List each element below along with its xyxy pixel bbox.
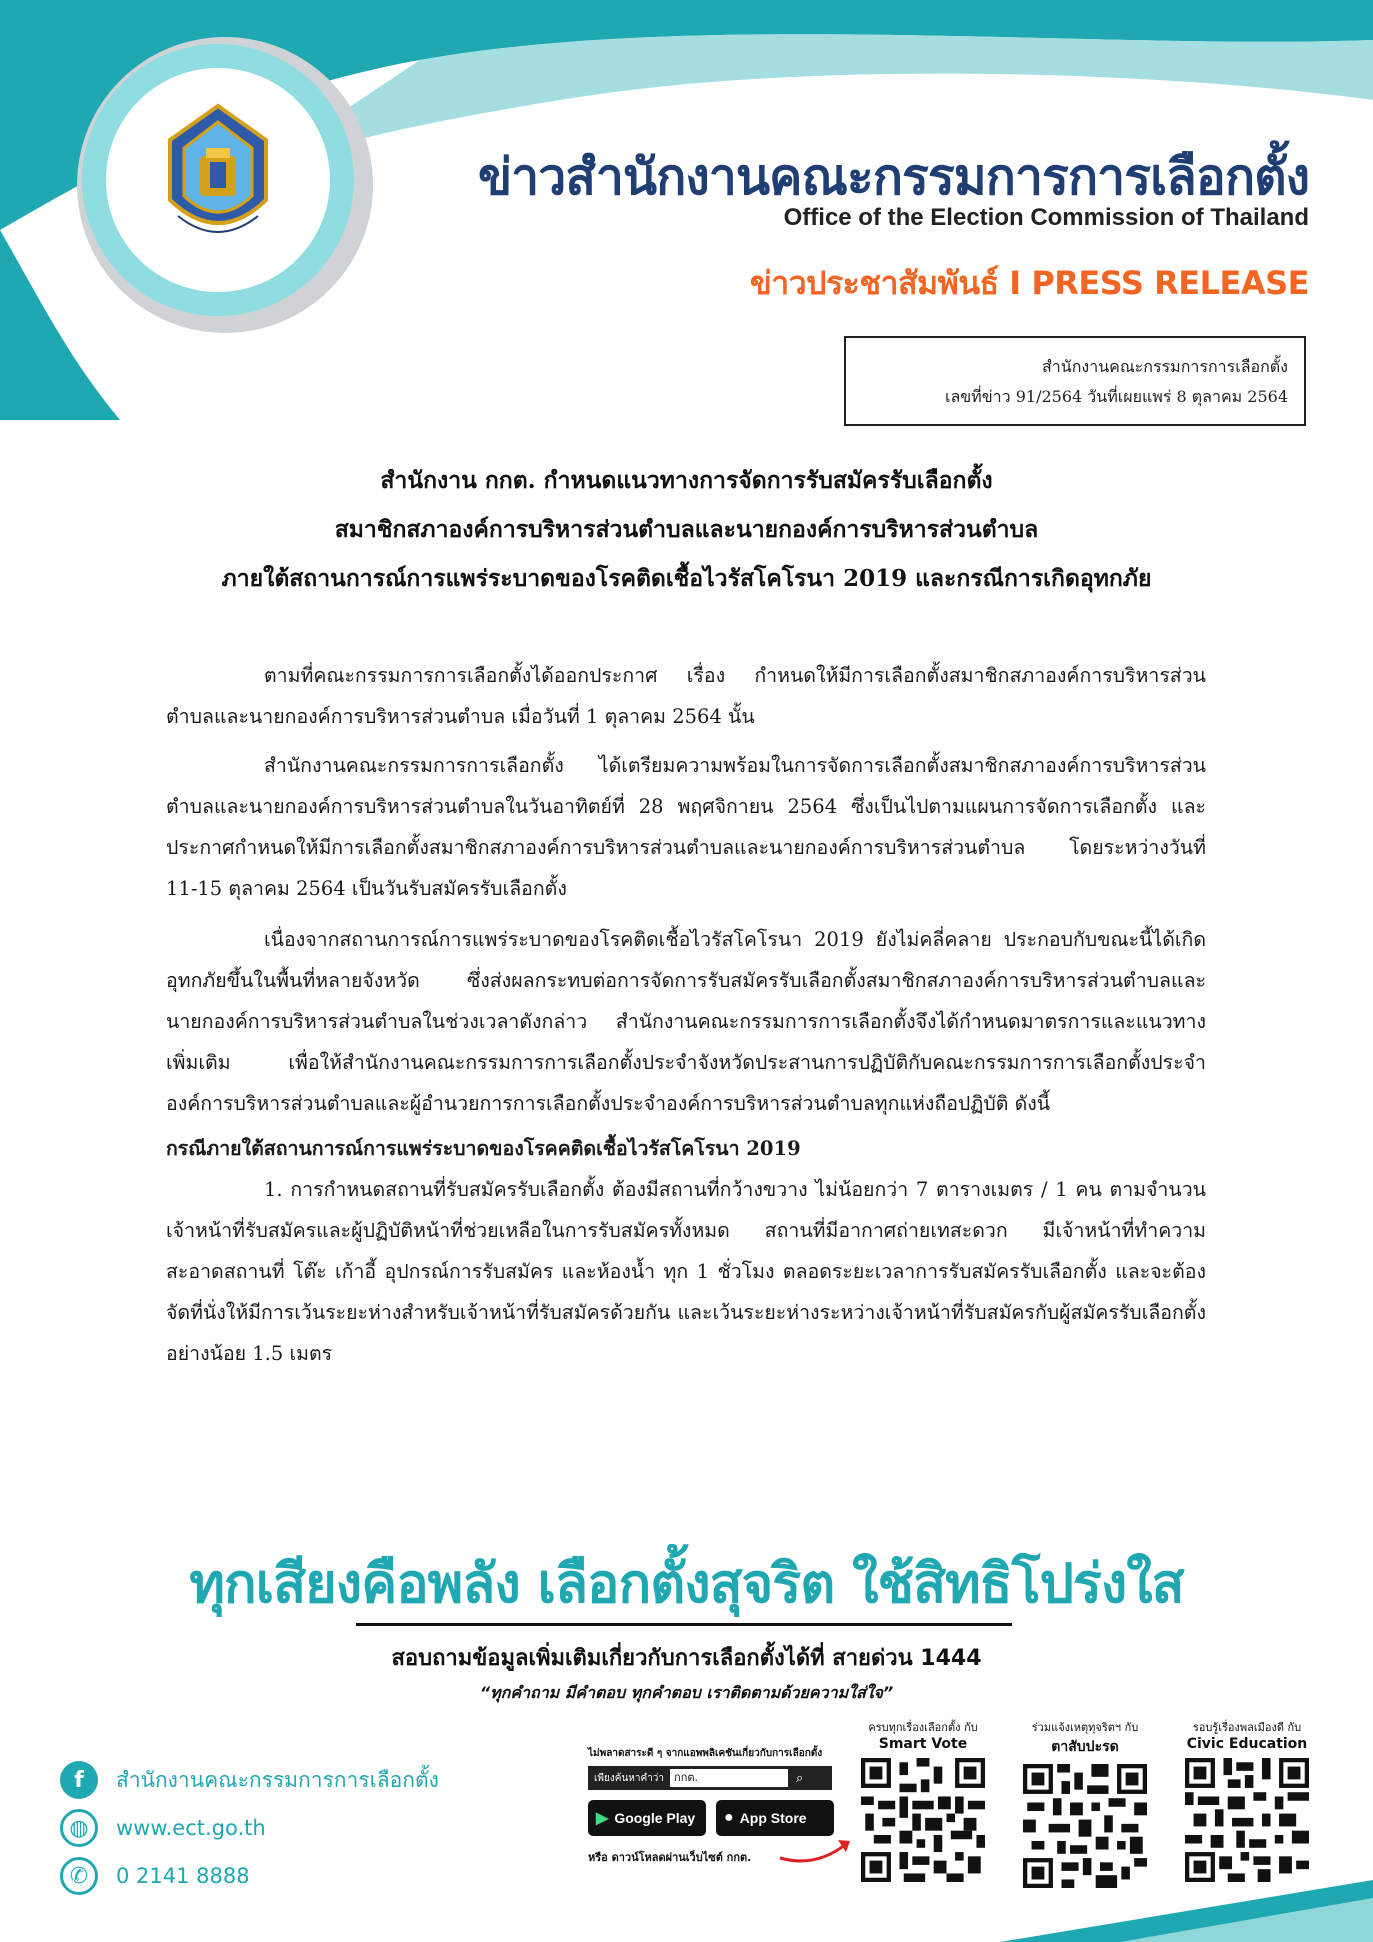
headline — [60, 456, 1313, 603]
red-arrow-icon — [776, 1832, 856, 1868]
google-play-label: Google Play — [614, 1810, 696, 1826]
qr-code-image — [1023, 1764, 1147, 1888]
release-reference-box — [844, 336, 1306, 426]
contact-facebook[interactable] — [60, 1758, 439, 1802]
contact-phone-text: 0 2141 8888 — [116, 1864, 250, 1888]
contact-phone[interactable] — [60, 1854, 250, 1898]
body-text — [166, 655, 1206, 1374]
paragraph: เนื่องจากสถานการณ์การแพร่ระบาดของโรคติดเชื้อไวรัสโคโรนา 2019 ยังไม่คลี่คลาย ประกอบกับขณะนี้ได้เกิดอุทกภัยขึ้นในพื้นที่หลายจังหวัด ซึ่งส่งผลกระทบต่อการจัดการรับสมัครรับเลือกตั้งสมาชิกสภาองค์การบริหารส่วนตำบลและนายกองค์การบริหารส่วนตำบลในช่วงเวลาดังกล่าว สำนักงานคณะกรรมการการเลือกตั้งจึงได้กำหนดมาตรการและแนวทางเพิ่มเติม เพื่อให้สำนักงานคณะกรรมการการเลือกตั้งประจำจังหวัดประสานการปฏิบัติกับคณะกรรมการการเลือกตั้งประจำองค์การบริหารส่วนตำบลและผู้อำนวยการการเลือกตั้งประจำองค์การบริหารส่วนตำบลทุกแห่งถือปฏิบัติ ดังนี้ — [166, 928, 1206, 1115]
download-note: หรือ ดาวน์โหลดผ่านเว็บไซต์ กกต. — [588, 1851, 752, 1864]
headline-line: สมาชิกสภาองค์การบริหารส่วนตำบลและนายกองค์การบริหารส่วนตำบล — [334, 516, 1039, 543]
list-item: 1. การกำหนดสถานที่รับสมัครรับเลือกตั้ง ต้องมีสถานที่กว้างขวาง ไม่น้อยกว่า 7 ตารางเมตร / 1 คน ตามจำนวนเจ้าหน้าที่รับสมัครและผู้ปฏิบัติหน้าที่ช่วยเหลือในการรับสมัครทั้งหมด สถานที่มีอากาศถ่ายเทสะดวก มีเจ้าหน้าที่ทำความสะอาดสถานที่ โต๊ะ เก้าอี้ อุปกรณ์การรับสมัคร และห้องน้ำ ทุก 1 ชั่วโมง ตลอดระยะเวลาการรับสมัครรับเลือกตั้ง และจะต้องจัดที่นั่งให้มีการเว้นระยะห่างสำหรับเจ้าหน้าที่รับสมัครด้วยกัน และเว้นระยะห่างระหว่างเจ้าหน้าที่รับสมัครกับผู้สมัครรับเลือกตั้ง อย่างน้อย 1.5 เมตร — [166, 1178, 1206, 1365]
google-play-icon: ▶ — [596, 1810, 609, 1827]
globe-icon: ◍ — [60, 1809, 98, 1847]
app-store-button[interactable] — [716, 1800, 834, 1836]
phone-icon: ✆ — [60, 1857, 98, 1895]
header-title-english: Office of the Election Commission of Thailand — [783, 204, 1309, 231]
press-release-label: ข่าวประชาสัมพันธ์ I PRESS RELEASE — [749, 264, 1309, 302]
google-play-button[interactable] — [588, 1800, 706, 1836]
qr-code-image — [1185, 1758, 1309, 1882]
reference-number-date: เลขที่ข่าว 91/2564 วันที่เผยแพร่ 8 ตุลาคม 2564 — [944, 387, 1288, 406]
qr-smart-vote[interactable] — [848, 1718, 998, 1886]
headline-line: สำนักงาน กกต. กำหนดแนวทางการจัดการรับสมัครรับเลือกตั้ง — [380, 467, 993, 494]
search-icon: ⌕ — [796, 1770, 804, 1786]
qr-caption: ครบทุกเรื่องเลือกตั้ง กับ — [868, 1721, 978, 1734]
app-store-label: App Store — [739, 1810, 807, 1826]
paragraph: สำนักงานคณะกรรมการการเลือกตั้ง ได้เตรียมความพร้อมในการจัดการเลือกตั้งสมาชิกสภาองค์การบริหารส่วนตำบลและนายกองค์การบริหารส่วนตำบลในวันอาทิตย์ที่ 28 พฤศจิกายน 2564 ซึ่งเป็นไปตามแผนการจัดการเลือกตั้ง และประกาศกำหนดให้มีการเลือกตั้งสมาชิกสภาองค์การบริหารส่วนตำบลและนายกองค์การบริหารส่วนตำบล โดยระหว่างวันที่ 11-15 ตุลาคม 2564 เป็นวันรับสมัครรับเลือกตั้ง — [166, 754, 1206, 900]
motto-text: “ทุกคำถาม มีคำตอบ ทุกคำตอบ เราติดตามด้วยความใส่ใจ” — [479, 1683, 894, 1702]
qr-name: Civic Education — [1186, 1736, 1308, 1752]
reference-office: สำนักงานคณะกรรมการการเลือกตั้ง — [1042, 357, 1288, 376]
divider — [356, 1623, 1012, 1626]
contact-facebook-text: สำนักงานคณะกรรมการการเลือกตั้ง — [116, 1767, 439, 1792]
ect-logo — [138, 98, 298, 258]
search-input[interactable]: กกต. — [670, 1769, 788, 1787]
qr-code-image — [861, 1758, 985, 1882]
search-label: เพียงค้นหาคำว่า — [594, 1772, 665, 1784]
qr-name: ตาสับปะรด — [1051, 1739, 1119, 1755]
paragraph: ตามที่คณะกรรมการการเลือกตั้งได้ออกประกาศ เรื่อง กำหนดให้มีการเลือกตั้งสมาชิกสภาองค์การบริหารส่วนตำบลและนายกองค์การบริหารส่วนตำบล เมื่อวันที่ 1 ตุลาคม 2564 นั้น — [166, 664, 1206, 728]
section-subheading: กรณีภายใต้สถานการณ์การแพร่ระบาดของโรคคติดเชื้อไวรัสโคโรนา 2019 — [166, 1137, 801, 1160]
headline-line: ภายใต้สถานการณ์การแพร่ระบาดของโรคติดเชื้อไวรัสโคโรนา 2019 และกรณีการเกิดอุทกภัย — [221, 565, 1152, 592]
header-title-thai: ข่าวสำนักงานคณะกรรมการการเลือกตั้ง — [477, 148, 1309, 206]
qr-ta-sapparot[interactable] — [1010, 1718, 1160, 1892]
qr-caption: รอบรู้เรื่องพลเมืองดี กับ — [1192, 1721, 1302, 1734]
qr-civic-education[interactable] — [1172, 1718, 1322, 1886]
facebook-icon: f — [60, 1761, 98, 1799]
app-search-box[interactable] — [588, 1766, 832, 1790]
qr-caption: ร่วมแจ้งเหตุทุจริตฯ กับ — [1031, 1721, 1139, 1734]
hotline-text: สอบถามข้อมูลเพิ่มเติมเกี่ยวกับการเลือกตั้งได้ที่ สายด่วน 1444 — [391, 1646, 982, 1671]
contact-website-text: www.ect.go.th — [116, 1816, 266, 1840]
campaign-slogan: ทุกเสียงคือพลัง เลือกตั้งสุจริต ใช้สิทธิโปร่งใส — [189, 1552, 1184, 1615]
contact-website[interactable] — [60, 1806, 266, 1850]
qr-name: Smart Vote — [878, 1736, 968, 1752]
apple-icon: ● — [724, 1809, 734, 1826]
app-promo-note: ไม่พลาดสาระดี ๆ จากแอพพลิเคชันเกี่ยวกับการเลือกตั้ง — [588, 1748, 823, 1759]
